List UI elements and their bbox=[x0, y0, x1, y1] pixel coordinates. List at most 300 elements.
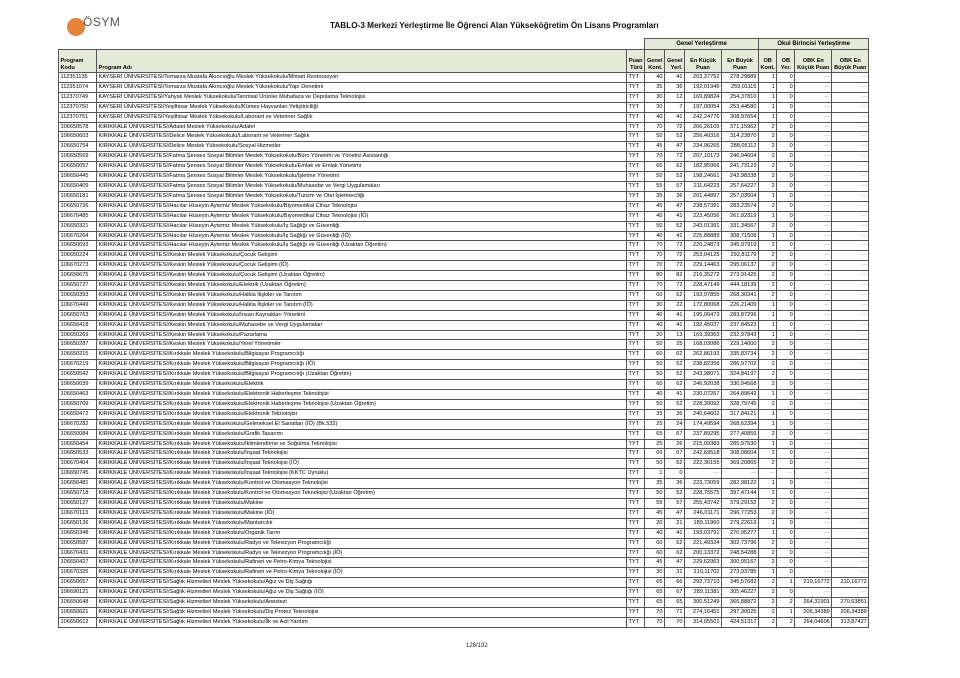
cell-en-buyuk-puan: 254,37810 bbox=[722, 92, 759, 102]
cell-en-kucuk-puan: 195,00473 bbox=[685, 310, 722, 320]
cell-obk-en-kucuk: --- bbox=[795, 162, 832, 172]
cell-ob-yer: 0 bbox=[777, 508, 795, 518]
cell-puan-turu: TYT bbox=[627, 261, 645, 271]
table-row bbox=[59, 92, 869, 102]
cell-obk-en-buyuk: --- bbox=[832, 112, 869, 122]
cell-en-buyuk-puan: 308,71508 bbox=[722, 231, 759, 241]
cell-ob-kont: 2 bbox=[759, 142, 777, 152]
cell-en-buyuk-puan: 282,98122 bbox=[722, 479, 759, 489]
cell-genel-yerl: 71 bbox=[665, 607, 685, 617]
table-row bbox=[59, 528, 869, 538]
cell-ob-kont: 2 bbox=[759, 399, 777, 409]
cell-genel-yerl: 36 bbox=[665, 82, 685, 92]
cell-en-buyuk-puan: 264,89642 bbox=[722, 390, 759, 400]
cell-genel-yerl: 41 bbox=[665, 310, 685, 320]
cell-en-buyuk-puan: 268,62394 bbox=[722, 419, 759, 429]
cell-en-kucuk-puan: 223,45056 bbox=[685, 211, 722, 221]
cell-ob-kont: 2 bbox=[759, 370, 777, 380]
cell-genel-yerl: 67 bbox=[665, 449, 685, 459]
cell-program-adi: KIRIKKALE ÜNİVERSİTESİ/Delice Meslek Yüksekokulu/Sosyal Hizmetler bbox=[97, 142, 627, 152]
cell-program-adi: KAYSERİ ÜNİVERSİTESİ/Tomarza Mustafa Akıncıoğlu Meslek Yüksekokulu/Yapı Denetimi bbox=[97, 82, 627, 92]
cell-en-buyuk-puan: 261,92319 bbox=[722, 211, 759, 221]
cell-puan-turu: TYT bbox=[627, 489, 645, 499]
cell-en-buyuk-puan: 345,57682 bbox=[722, 578, 759, 588]
cell-puan-turu: TYT bbox=[627, 142, 645, 152]
cell-program-kodu: 106670113 bbox=[59, 508, 97, 518]
cell-obk-en-buyuk: --- bbox=[832, 300, 869, 310]
cell-obk-en-kucuk: --- bbox=[795, 370, 832, 380]
cell-genel-kont: 30 bbox=[645, 92, 665, 102]
cell-genel-yerl: 41 bbox=[665, 73, 685, 83]
cell-ob-kont: 2 bbox=[759, 588, 777, 598]
cell-en-buyuk-puan: 444,18139 bbox=[722, 281, 759, 291]
cell-genel-yerl: 52 bbox=[665, 360, 685, 370]
cell-genel-yerl: 70 bbox=[665, 617, 685, 627]
cell-obk-en-buyuk: --- bbox=[832, 122, 869, 132]
cell-ob-kont: 2 bbox=[759, 122, 777, 132]
cell-ob-yer: 0 bbox=[777, 320, 795, 330]
cell-obk-en-kucuk: --- bbox=[795, 191, 832, 201]
cell-genel-kont: 35 bbox=[645, 479, 665, 489]
cell-program-kodu: 106670264 bbox=[59, 231, 97, 241]
cell-ob-yer: 0 bbox=[777, 310, 795, 320]
cell-en-kucuk-puan: 201,44897 bbox=[685, 191, 722, 201]
cell-en-kucuk-puan: 228,47149 bbox=[685, 281, 722, 291]
cell-ob-yer: 0 bbox=[777, 231, 795, 241]
cell-en-kucuk-puan: 223,73059 bbox=[685, 479, 722, 489]
cell-genel-kont: 40 bbox=[645, 390, 665, 400]
cell-program-adi: KIRIKKALE ÜNİVERSİTESİ/Delice Meslek Yüksekokulu/Laborant ve Veteriner Sağlık bbox=[97, 132, 627, 142]
table-row bbox=[59, 320, 869, 330]
cell-obk-en-kucuk: 264,31901 bbox=[795, 598, 832, 608]
cell-ob-yer: 0 bbox=[777, 588, 795, 598]
cell-genel-yerl: 72 bbox=[665, 261, 685, 271]
cell-program-adi: KIRIKKALE ÜNİVERSİTESİ/Kırıkkale Meslek Yüksekokulu/İnşaat Teknolojisi bbox=[97, 449, 627, 459]
cell-obk-en-kucuk: --- bbox=[795, 548, 832, 558]
cell-ob-yer: 0 bbox=[777, 191, 795, 201]
cell-obk-en-kucuk: 264,04606 bbox=[795, 617, 832, 627]
cell-genel-kont: 50 bbox=[645, 360, 665, 370]
table-row bbox=[59, 172, 869, 182]
cell-program-adi: KIRIKKALE ÜNİVERSİTESİ/Kırıkkale Meslek Yüksekokulu/Kontrol ve Otomasyon Teknolojisi bbox=[97, 479, 627, 489]
cell-obk-en-buyuk: --- bbox=[832, 191, 869, 201]
cell-program-kodu: 106650039 bbox=[59, 380, 97, 390]
cell-obk-en-kucuk: --- bbox=[795, 231, 832, 241]
cell-en-kucuk-puan: 225,88889 bbox=[685, 231, 722, 241]
cell-obk-en-buyuk: --- bbox=[832, 469, 869, 479]
cell-obk-en-buyuk: --- bbox=[832, 330, 869, 340]
cell-program-kodu: 106650463 bbox=[59, 390, 97, 400]
cell-obk-en-buyuk: --- bbox=[832, 320, 869, 330]
cell-obk-en-kucuk: --- bbox=[795, 508, 832, 518]
cell-ob-yer: 0 bbox=[777, 459, 795, 469]
cell-obk-en-buyuk: --- bbox=[832, 459, 869, 469]
cell-obk-en-buyuk: 210,16772 bbox=[832, 578, 869, 588]
cell-program-adi: KIRIKKALE ÜNİVERSİTESİ/Sağlık Hizmetleri Meslek Yüksekokulu/Anestezi bbox=[97, 598, 627, 608]
cell-genel-yerl: 62 bbox=[665, 380, 685, 390]
cell-program-adi: KIRIKKALE ÜNİVERSİTESİ/Keskin Meslek Yüksekokulu/Halkla İlişkiler ve Tanıtım (İÖ) bbox=[97, 300, 627, 310]
cell-ob-kont: 2 bbox=[759, 181, 777, 191]
cell-obk-en-kucuk: --- bbox=[795, 380, 832, 390]
cell-en-kucuk-puan: 192,01946 bbox=[685, 82, 722, 92]
cell-program-adi: KIRIKKALE ÜNİVERSİTESİ/Sağlık Hizmetleri Meslek Yüksekokulu/İlk ve Acil Yardım bbox=[97, 617, 627, 627]
cell-ob-kont: 2 bbox=[759, 271, 777, 281]
cell-puan-turu: TYT bbox=[627, 558, 645, 568]
cell-en-buyuk-puan: --- bbox=[722, 469, 759, 479]
cell-program-adi: KIRIKKALE ÜNİVERSİTESİ/Hacılar Hüseyin Aytemiz Meslek Yüksekokulu/İş Sağlığı ve Güvenliği (Uzaktan Öğretim) bbox=[97, 241, 627, 251]
cell-ob-kont: 2 bbox=[759, 290, 777, 300]
cell-obk-en-buyuk: --- bbox=[832, 538, 869, 548]
cell-genel-kont: 70 bbox=[645, 152, 665, 162]
cell-ob-kont: --- bbox=[759, 469, 777, 479]
cell-program-kodu: 106690121 bbox=[59, 588, 97, 598]
table-row bbox=[59, 340, 869, 350]
cell-ob-kont: 2 bbox=[759, 172, 777, 182]
cell-ob-yer: 0 bbox=[777, 409, 795, 419]
cell-en-kucuk-puan: 174,49594 bbox=[685, 419, 722, 429]
cell-ob-yer: 0 bbox=[777, 73, 795, 83]
cell-ob-kont: 2 bbox=[759, 201, 777, 211]
cell-puan-turu: TYT bbox=[627, 498, 645, 508]
cell-en-kucuk-puan: 242,24776 bbox=[685, 112, 722, 122]
cell-puan-turu: TYT bbox=[627, 271, 645, 281]
cell-obk-en-buyuk: --- bbox=[832, 419, 869, 429]
cell-ob-kont: 1 bbox=[759, 73, 777, 83]
cell-genel-yerl: 72 bbox=[665, 122, 685, 132]
cell-en-buyuk-puan: 248,54288 bbox=[722, 548, 759, 558]
cell-program-adi: KIRIKKALE ÜNİVERSİTESİ/Kırıkkale Meslek Yüksekokulu/İklimlendirme ve Soğutma Teknolojisi bbox=[97, 439, 627, 449]
cell-genel-yerl: 21 bbox=[665, 518, 685, 528]
cell-genel-yerl: 62 bbox=[665, 548, 685, 558]
cell-program-adi: KIRIKKALE ÜNİVERSİTESİ/Keskin Meslek Yüksekokulu/Çocuk Gelişimi bbox=[97, 251, 627, 261]
cell-en-kucuk-puan: 229,14463 bbox=[685, 261, 722, 271]
cell-genel-kont: 65 bbox=[645, 588, 665, 598]
cell-genel-kont: 70 bbox=[645, 122, 665, 132]
cell-program-kodu: 106650445 bbox=[59, 172, 97, 182]
cell-obk-en-kucuk: --- bbox=[795, 558, 832, 568]
cell-obk-en-buyuk: --- bbox=[832, 370, 869, 380]
cell-obk-en-kucuk: --- bbox=[795, 122, 832, 132]
cell-ob-yer: 0 bbox=[777, 271, 795, 281]
cell-en-kucuk-puan: 243,98071 bbox=[685, 370, 722, 380]
cell-en-kucuk-puan: 193,97855 bbox=[685, 290, 722, 300]
cell-obk-en-kucuk: --- bbox=[795, 261, 832, 271]
cell-genel-kont: 65 bbox=[645, 598, 665, 608]
cell-en-kucuk-puan: 172,80068 bbox=[685, 300, 722, 310]
cell-genel-yerl: 12 bbox=[665, 92, 685, 102]
cell-genel-yerl: 36 bbox=[665, 191, 685, 201]
table-row bbox=[59, 360, 869, 370]
cell-obk-en-buyuk: --- bbox=[832, 489, 869, 499]
cell-ob-yer: 0 bbox=[777, 429, 795, 439]
cell-obk-en-kucuk: --- bbox=[795, 290, 832, 300]
cell-ob-kont: 2 bbox=[759, 548, 777, 558]
cell-en-kucuk-puan: 198,24661 bbox=[685, 172, 722, 182]
cell-ob-kont: 2 bbox=[759, 251, 777, 261]
cell-en-buyuk-puan: 257,03504 bbox=[722, 191, 759, 201]
cell-genel-kont: 65 bbox=[645, 578, 665, 588]
cell-en-kucuk-puan: 210,11702 bbox=[685, 568, 722, 578]
cell-program-adi: KIRIKKALE ÜNİVERSİTESİ/Kırıkkale Meslek Yüksekokulu/Bilgisayar Programcılığı bbox=[97, 350, 627, 360]
cell-program-kodu: 106670325 bbox=[59, 568, 97, 578]
table-row bbox=[59, 102, 869, 112]
cell-obk-en-kucuk: --- bbox=[795, 399, 832, 409]
cell-obk-en-buyuk: --- bbox=[832, 340, 869, 350]
table-row bbox=[59, 607, 869, 617]
cell-puan-turu: TYT bbox=[627, 172, 645, 182]
cell-en-kucuk-puan: 238,57391 bbox=[685, 201, 722, 211]
cell-en-buyuk-puan: 424,51317 bbox=[722, 617, 759, 627]
table-row bbox=[59, 578, 869, 588]
cell-puan-turu: TYT bbox=[627, 122, 645, 132]
cell-genel-yerl: 62 bbox=[665, 350, 685, 360]
cell-puan-turu: TYT bbox=[627, 380, 645, 390]
table-row bbox=[59, 588, 869, 598]
cell-obk-en-kucuk: --- bbox=[795, 469, 832, 479]
cell-program-kodu: 106650763 bbox=[59, 310, 97, 320]
cell-ob-kont: 1 bbox=[759, 409, 777, 419]
cell-en-kucuk-puan: 192,45037 bbox=[685, 320, 722, 330]
cell-puan-turu: TYT bbox=[627, 479, 645, 489]
cell-genel-kont: 20 bbox=[645, 330, 665, 340]
cell-genel-kont: 70 bbox=[645, 617, 665, 627]
cell-ob-yer: 0 bbox=[777, 261, 795, 271]
cell-ob-yer: 0 bbox=[777, 498, 795, 508]
cell-genel-kont: 35 bbox=[645, 191, 665, 201]
cell-puan-turu: TYT bbox=[627, 360, 645, 370]
cell-en-buyuk-puan: 257,64227 bbox=[722, 181, 759, 191]
cell-ob-yer: 2 bbox=[777, 598, 795, 608]
cell-en-buyuk-puan: 259,01115 bbox=[722, 82, 759, 92]
cell-puan-turu: TYT bbox=[627, 429, 645, 439]
cell-genel-kont: 50 bbox=[645, 399, 665, 409]
cell-program-kodu: 106650727 bbox=[59, 281, 97, 291]
cell-program-adi: KIRIKKALE ÜNİVERSİTESİ/Sağlık Hizmetleri Meslek Yüksekokulu/Ağız ve Diş Sağlığı (İÖ) bbox=[97, 588, 627, 598]
cell-ob-kont: 2 bbox=[759, 261, 777, 271]
cell-en-kucuk-puan: 222,36155 bbox=[685, 459, 722, 469]
cell-puan-turu: TYT bbox=[627, 281, 645, 291]
table-row bbox=[59, 429, 869, 439]
cell-obk-en-buyuk: --- bbox=[832, 439, 869, 449]
cell-en-kucuk-puan: 243,01391 bbox=[685, 221, 722, 231]
cell-obk-en-kucuk: --- bbox=[795, 419, 832, 429]
cell-ob-yer: 0 bbox=[777, 439, 795, 449]
cell-puan-turu: TYT bbox=[627, 340, 645, 350]
cell-en-buyuk-puan: 273,93785 bbox=[722, 568, 759, 578]
cell-genel-kont: 70 bbox=[645, 261, 665, 271]
cell-puan-turu: TYT bbox=[627, 350, 645, 360]
cell-puan-turu: TYT bbox=[627, 469, 645, 479]
cell-genel-yerl: 36 bbox=[665, 479, 685, 489]
cell-ob-yer: 0 bbox=[777, 281, 795, 291]
cell-obk-en-buyuk: --- bbox=[832, 518, 869, 528]
cell-puan-turu: TYT bbox=[627, 241, 645, 251]
cell-genel-kont: 60 bbox=[645, 290, 665, 300]
col-program-kodu: Program Kodu bbox=[59, 50, 97, 73]
cell-genel-yerl: 72 bbox=[665, 241, 685, 251]
cell-genel-kont: 50 bbox=[645, 340, 665, 350]
cell-en-buyuk-puan: 241,73123 bbox=[722, 162, 759, 172]
cell-en-buyuk-puan: 229,14000 bbox=[722, 340, 759, 350]
cell-obk-en-kucuk: 206,34389 bbox=[795, 607, 832, 617]
cell-en-kucuk-puan: 274,16451 bbox=[685, 607, 722, 617]
cell-genel-kont: 40 bbox=[645, 528, 665, 538]
cell-program-adi: KIRIKKALE ÜNİVERSİTESİ/Fatma Şenses Sosyal Bilimler Meslek Yüksekokulu/Büro Yönetimi ve Yönetici Asistanlığı bbox=[97, 152, 627, 162]
cell-obk-en-buyuk: --- bbox=[832, 102, 869, 112]
table-row bbox=[59, 449, 869, 459]
table-row bbox=[59, 518, 869, 528]
cell-genel-kont: 60 bbox=[645, 548, 665, 558]
cell-program-adi: KIRIKKALE ÜNİVERSİTESİ/Fatma Şenses Sosyal Bilimler Meslek Yüksekokulu/Turizm ve Otel İşletmeciliği bbox=[97, 191, 627, 201]
cell-obk-en-kucuk: --- bbox=[795, 172, 832, 182]
cell-obk-en-kucuk: --- bbox=[795, 350, 832, 360]
cell-obk-en-kucuk: --- bbox=[795, 142, 832, 152]
cell-obk-en-kucuk: --- bbox=[795, 489, 832, 499]
cell-obk-en-kucuk: --- bbox=[795, 459, 832, 469]
cell-ob-kont: 2 bbox=[759, 449, 777, 459]
cell-ob-kont: 2 bbox=[759, 162, 777, 172]
cell-genel-yerl: 22 bbox=[665, 300, 685, 310]
table-row bbox=[59, 211, 869, 221]
cell-en-kucuk-puan: 289,11381 bbox=[685, 588, 722, 598]
cell-program-adi: KIRIKKALE ÜNİVERSİTESİ/Kırıkkale Meslek Yüksekokulu/Elektronik Haberleşme Teknolojisi (Uzaktan Öğretim) bbox=[97, 399, 627, 409]
cell-genel-kont: 50 bbox=[645, 221, 665, 231]
cell-obk-en-kucuk: --- bbox=[795, 221, 832, 231]
page-title: TABLO-3 Merkezi Yerleştirme İle Öğrenci Alan Yükseköğretim Ön Lisans Programları bbox=[330, 21, 659, 30]
cell-obk-en-buyuk: --- bbox=[832, 251, 869, 261]
cell-ob-yer: 0 bbox=[777, 241, 795, 251]
cell-puan-turu: TYT bbox=[627, 548, 645, 558]
cell-ob-kont: 1 bbox=[759, 518, 777, 528]
cell-program-adi: KIRIKKALE ÜNİVERSİTESİ/Kırıkkale Meslek Yüksekokulu/Elektronik Teknolojisi bbox=[97, 409, 627, 419]
cell-obk-en-buyuk: --- bbox=[832, 231, 869, 241]
cell-en-kucuk-puan: 182,95966 bbox=[685, 162, 722, 172]
cell-en-buyuk-puan: 324,84197 bbox=[722, 370, 759, 380]
cell-program-adi: KIRIKKALE ÜNİVERSİTESİ/Kırıkkale Meslek Yüksekokulu/Radyo ve Televizyon Programcılığı bbox=[97, 538, 627, 548]
cell-en-buyuk-puan: 253,44580 bbox=[722, 102, 759, 112]
cell-en-kucuk-puan: 220,24873 bbox=[685, 241, 722, 251]
cell-en-kucuk-puan: 230,07267 bbox=[685, 390, 722, 400]
cell-program-adi: KIRIKKALE ÜNİVERSİTESİ/Kırıkkale Meslek Yüksekokulu/Geleneksel El Sanatları (İÖ) (Bk.532) bbox=[97, 419, 627, 429]
cell-program-adi: KIRIKKALE ÜNİVERSİTESİ/Keskin Meslek Yüksekokulu/Muhasebe ve Vergi Uygulamaları bbox=[97, 320, 627, 330]
cell-en-buyuk-puan: 366,88872 bbox=[722, 598, 759, 608]
cell-ob-yer: 0 bbox=[777, 112, 795, 122]
cell-en-buyuk-puan: 302,73796 bbox=[722, 538, 759, 548]
cell-en-buyuk-puan: 279,22619 bbox=[722, 518, 759, 528]
cell-program-kodu: 106650136 bbox=[59, 518, 97, 528]
cell-obk-en-buyuk: 270,63851 bbox=[832, 598, 869, 608]
cell-puan-turu: TYT bbox=[627, 152, 645, 162]
cell-puan-turu: TYT bbox=[627, 449, 645, 459]
cell-en-buyuk-puan: 286,97702 bbox=[722, 360, 759, 370]
cell-program-kodu: 106650224 bbox=[59, 251, 97, 261]
cell-ob-kont: 1 bbox=[759, 231, 777, 241]
cell-obk-en-buyuk: --- bbox=[832, 290, 869, 300]
cell-en-kucuk-puan: 228,30092 bbox=[685, 399, 722, 409]
cell-obk-en-kucuk: --- bbox=[795, 429, 832, 439]
cell-genel-kont: 50 bbox=[645, 172, 665, 182]
cell-program-adi: KIRIKKALE ÜNİVERSİTESİ/Keskin Meslek Yüksekokulu/Çocuk Gelişimi (Uzaktan Öğretim) bbox=[97, 271, 627, 281]
cell-genel-kont: 60 bbox=[645, 350, 665, 360]
cell-program-kodu: 112351135 bbox=[59, 73, 97, 83]
cell-ob-yer: 0 bbox=[777, 370, 795, 380]
cell-obk-en-buyuk: --- bbox=[832, 73, 869, 83]
cell-program-adi: KIRIKKALE ÜNİVERSİTESİ/Kırıkkale Meslek Yüksekokulu/Elektrik bbox=[97, 380, 627, 390]
cell-en-kucuk-puan: 169,39363 bbox=[685, 330, 722, 340]
cell-program-adi: KIRIKKALE ÜNİVERSİTESİ/Fatma Şenses Sosyal Bilimler Meslek Yüksekokulu/İşletme Yönetimi bbox=[97, 172, 627, 182]
cell-en-buyuk-puan: 237,84523 bbox=[722, 320, 759, 330]
cell-program-kodu: 106650709 bbox=[59, 399, 97, 409]
cell-en-buyuk-puan: 305,46227 bbox=[722, 588, 759, 598]
cell-puan-turu: TYT bbox=[627, 508, 645, 518]
cell-en-kucuk-puan: 216,35272 bbox=[685, 271, 722, 281]
cell-ob-kont: 2 bbox=[759, 350, 777, 360]
cell-genel-kont: 40 bbox=[645, 231, 665, 241]
cell-en-kucuk-puan: 200,13372 bbox=[685, 548, 722, 558]
cell-program-kodu: 106650472 bbox=[59, 409, 97, 419]
cell-en-kucuk-puan: 207,10173 bbox=[685, 152, 722, 162]
cell-obk-en-kucuk: --- bbox=[795, 201, 832, 211]
cell-program-adi: KIRIKKALE ÜNİVERSİTESİ/Hacılar Hüseyin Aytemiz Meslek Yüksekokulu/Biyomedikal Cihaz Teknolojisi (İÖ) bbox=[97, 211, 627, 221]
cell-obk-en-buyuk: --- bbox=[832, 360, 869, 370]
cell-puan-turu: TYT bbox=[627, 330, 645, 340]
cell-obk-en-kucuk: --- bbox=[795, 241, 832, 251]
cell-program-kodu: 106650718 bbox=[59, 489, 97, 499]
cell-en-buyuk-puan: 379,29152 bbox=[722, 498, 759, 508]
cell-program-adi: KIRIKKALE ÜNİVERSİTESİ/Hacılar Hüseyin Aytemiz Meslek Yüksekokulu/Biyomedikal Cihaz Teknolojisi bbox=[97, 201, 627, 211]
cell-ob-yer: 0 bbox=[777, 122, 795, 132]
table-row bbox=[59, 419, 869, 429]
cell-program-adi: KIRIKKALE ÜNİVERSİTESİ/Kırıkkale Meslek Yüksekokulu/Kontrol ve Otomasyon Teknolojisi (Uzaktan Öğretim) bbox=[97, 489, 627, 499]
cell-ob-yer: 0 bbox=[777, 528, 795, 538]
col-genel-yerl: Genel Yerl. bbox=[665, 50, 685, 73]
cell-obk-en-kucuk: --- bbox=[795, 82, 832, 92]
cell-en-buyuk-puan: 297,30025 bbox=[722, 607, 759, 617]
cell-genel-yerl: 47 bbox=[665, 201, 685, 211]
cell-program-kodu: 106650427 bbox=[59, 558, 97, 568]
cell-en-kucuk-puan: 197,00054 bbox=[685, 102, 722, 112]
cell-genel-kont: 45 bbox=[645, 142, 665, 152]
cell-obk-en-buyuk: --- bbox=[832, 281, 869, 291]
table-row bbox=[59, 191, 869, 201]
cell-en-buyuk-puan: 226,21409 bbox=[722, 300, 759, 310]
cell-obk-en-buyuk: --- bbox=[832, 162, 869, 172]
cell-program-adi: KIRIKKALE ÜNİVERSİTESİ/Keskin Meslek Yüksekokulu/Halkla İlişkiler ve Tanıtım bbox=[97, 290, 627, 300]
cell-obk-en-kucuk: --- bbox=[795, 310, 832, 320]
cell-en-kucuk-puan: 238,82356 bbox=[685, 360, 722, 370]
osym-logo bbox=[64, 14, 124, 38]
cell-program-adi: KIRIKKALE ÜNİVERSİTESİ/Fatma Şenses Sosyal Bilimler Meslek Yüksekokulu/Muhasebe ve Vergi Uygulamaları bbox=[97, 181, 627, 191]
cell-ob-yer: 0 bbox=[777, 449, 795, 459]
cell-genel-kont: 55 bbox=[645, 181, 665, 191]
cell-program-adi: KIRIKKALE ÜNİVERSİTESİ/Hacılar Hüseyin Aytemiz Meslek Yüksekokulu/İş Sağlığı ve Güvenliği (İÖ) bbox=[97, 231, 627, 241]
cell-ob-kont: 2 bbox=[759, 489, 777, 499]
cell-en-kucuk-puan: 215,09383 bbox=[685, 439, 722, 449]
cell-ob-yer: 0 bbox=[777, 489, 795, 499]
cell-puan-turu: TYT bbox=[627, 598, 645, 608]
cell-ob-yer: 1 bbox=[777, 607, 795, 617]
table-row bbox=[59, 271, 869, 281]
cell-ob-kont: 1 bbox=[759, 330, 777, 340]
cell-program-adi: KAYSERİ ÜNİVERSİTESİ/Yeşilhisar Meslek Yüksekokulu/Laborant ve Veteriner Sağlık bbox=[97, 112, 627, 122]
cell-obk-en-kucuk: --- bbox=[795, 112, 832, 122]
cell-puan-turu: TYT bbox=[627, 578, 645, 588]
cell-program-kodu: 106650287 bbox=[59, 340, 97, 350]
cell-program-kodu: 106650454 bbox=[59, 439, 97, 449]
table-row bbox=[59, 231, 869, 241]
table-row bbox=[59, 498, 869, 508]
cell-program-adi: KIRIKKALE ÜNİVERSİTESİ/Kırıkkale Meslek Yüksekokulu/Bilgisayar Programcılığı (Uzaktan Öğretim) bbox=[97, 370, 627, 380]
